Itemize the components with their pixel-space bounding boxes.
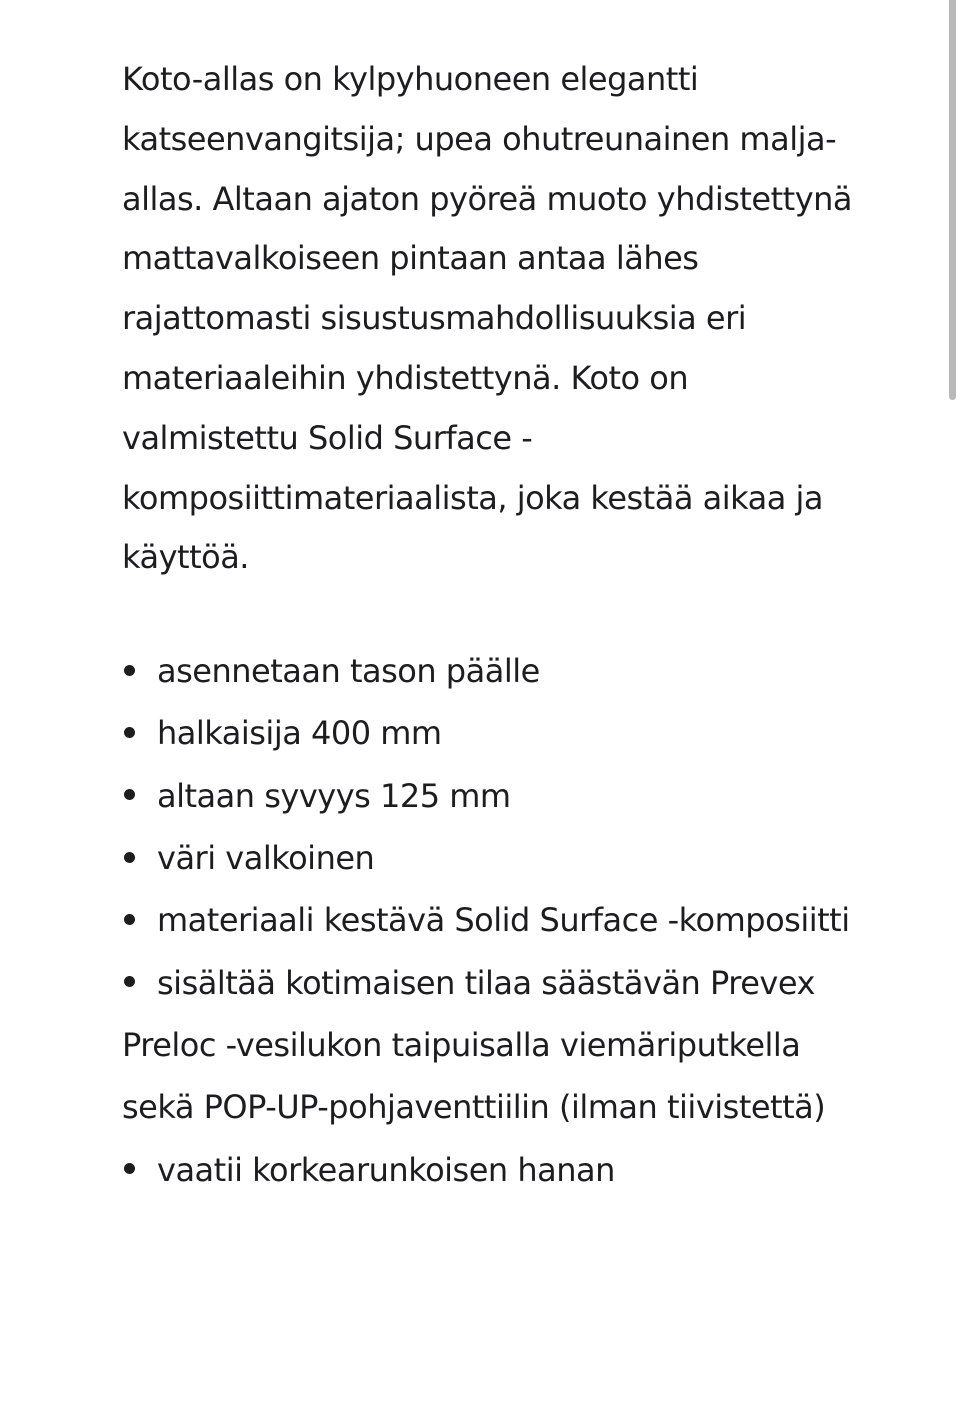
feature-list	[122, 640, 862, 1201]
list-item	[122, 952, 862, 1139]
feature-text: vaatii korkearunkoisen hanan	[157, 1150, 615, 1189]
feature-text: väri valkoinen	[157, 839, 375, 878]
description-paragraph: Koto-allas on kylpyhuoneen elegantti katseenvangitsija; upea ohutreunainen malja-allas. Altaan ajaton pyöreä muoto yhdistettynä mattavalkoiseen pintaan antaa lähes rajattomasti sisustusmahdollisuuksia eri materiaaleihin yhdistettynä. Koto on valmistettu Solid Surface -komposiittimateriaalista, joka kestää aikaa ja käyttöä.	[122, 60, 853, 577]
bullet-icon	[124, 727, 135, 738]
list-item	[122, 889, 862, 951]
feature-text: altaan syvyys 125 mm	[157, 776, 511, 815]
list-item	[122, 702, 862, 764]
bullet-icon	[124, 665, 135, 676]
bullet-icon	[124, 976, 135, 987]
page-scrollbar[interactable]	[949, 0, 956, 400]
bullet-icon	[124, 914, 135, 925]
list-item	[122, 640, 862, 702]
bullet-icon	[124, 789, 135, 800]
list-item	[122, 765, 862, 827]
list-item	[122, 1139, 862, 1201]
feature-text: asennetaan tason päälle	[157, 652, 540, 691]
bullet-icon	[124, 852, 135, 863]
feature-text: sisältää kotimaisen tilaa säästävän Prevex Preloc -vesilukon taipuisalla viemäriputkella sekä POP-UP-pohjaventtiilin (ilman tiivistettä)	[122, 963, 826, 1127]
bullet-icon	[124, 1163, 135, 1174]
feature-text: halkaisija 400 mm	[157, 714, 442, 753]
list-item	[122, 827, 862, 889]
product-description	[122, 50, 862, 1201]
feature-text: materiaali kestävä Solid Surface -komposiitti	[157, 901, 850, 940]
